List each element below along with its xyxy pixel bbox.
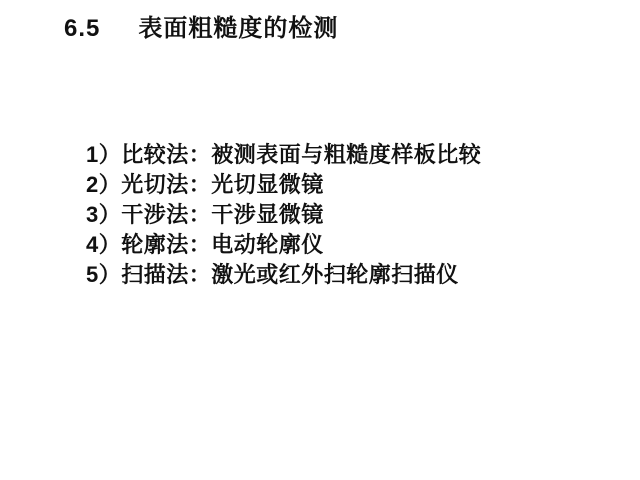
list-item-scanning-method: 5）扫描法：激光或红外扫轮廓扫描仪 (86, 262, 459, 287)
list-item-profile-method: 4）轮廓法：电动轮廓仪 (86, 232, 324, 257)
slide-title-text: 表面粗糙度的检测 (138, 15, 339, 42)
list-item-light-section-method: 2）光切法：光切显微镜 (86, 172, 324, 197)
list-item-interference-method: 3）干涉法：干涉显微镜 (86, 202, 324, 227)
section-number: 6.5 (64, 15, 101, 42)
list-item-comparison-method: 1）比较法：被测表面与粗糙度样板比较 (86, 142, 482, 167)
slide-title (64, 8, 338, 43)
method-list (86, 140, 481, 290)
